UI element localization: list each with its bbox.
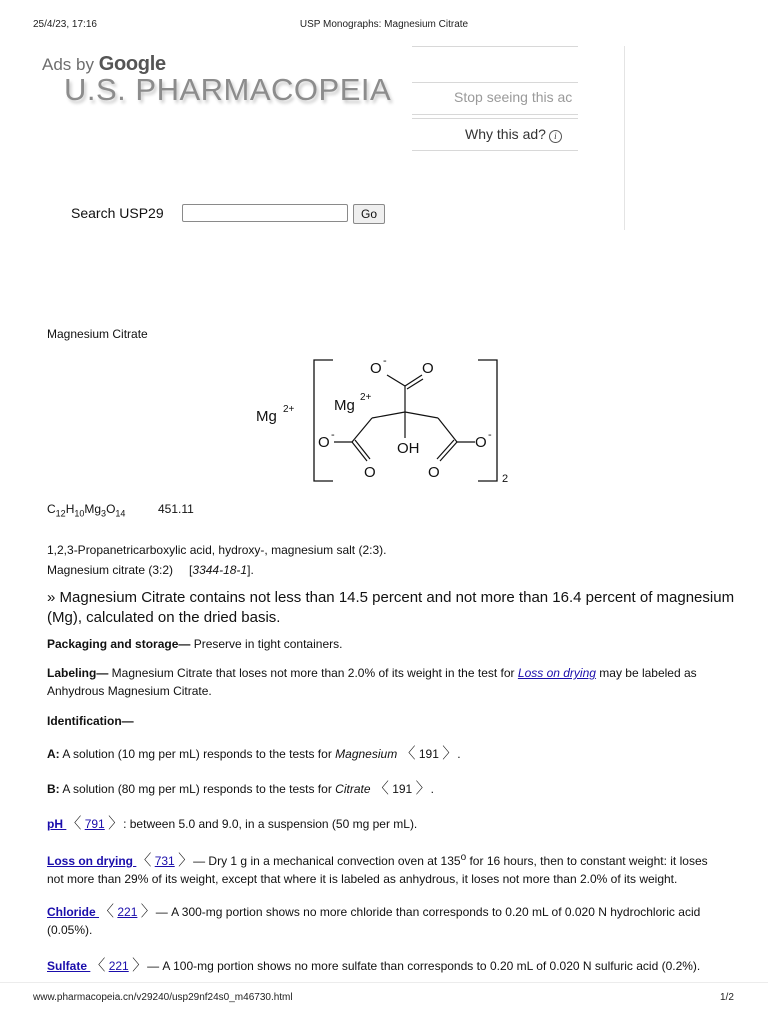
- identification-a: A: A solution (10 mg per mL) responds to the tests for Magnesium 〈 191 〉.: [47, 745, 461, 762]
- mg-inner-label: Mg: [334, 397, 355, 414]
- footer-page-number: 1/2: [720, 992, 734, 1003]
- ad-frame-edge: [624, 46, 625, 230]
- packaging-heading: Packaging and storage—: [47, 637, 191, 651]
- footer-url: www.pharmacopeia.cn/v29240/usp29nf24s0_m46730.html: [33, 992, 293, 1003]
- ph-ref-link[interactable]: 791: [84, 817, 105, 831]
- chloride-section: Chloride 〈 221 〉— A 300-mg portion shows no more chloride than corresponds to 0.20 mL of 0.020 N hydrochloric acid (0.05%).: [47, 903, 701, 937]
- packaging-section: [47, 635, 747, 653]
- print-page-title: USP Monographs: Magnesium Citrate: [299, 19, 469, 30]
- ad-divider: [412, 82, 578, 83]
- o-left-bottom: O: [364, 464, 376, 481]
- synonym-line: Magnesium citrate (3:2) [3344-18-1].: [47, 563, 254, 577]
- labeling-heading: Labeling—: [47, 666, 109, 680]
- ph-link[interactable]: pH: [47, 817, 67, 831]
- o-top: O: [422, 360, 434, 377]
- o-top-anion: O: [370, 360, 382, 377]
- minus-top: -: [383, 355, 387, 367]
- identification-b: B: A solution (80 mg per mL) responds to the tests for Citrate 〈 191 〉.: [47, 780, 434, 797]
- ad-divider: [412, 150, 578, 151]
- print-datetime: 25/4/23, 17:16: [33, 19, 97, 30]
- chloride-ref-link[interactable]: 221: [117, 905, 138, 919]
- ph-section: pH 〈 791 〉: between 5.0 and 9.0, in a suspension (50 mg per mL).: [47, 815, 418, 832]
- ads-by-text: Ads by: [42, 55, 94, 74]
- left-bracket: [314, 360, 333, 481]
- usp-logo[interactable]: U.S. PHARMACOPEIA: [64, 72, 392, 107]
- o-left-anion: O: [318, 434, 330, 451]
- synonym: Magnesium citrate (3:2): [47, 563, 174, 577]
- google-wordmark: Google: [98, 53, 166, 75]
- mg-inner-charge: 2+: [360, 392, 372, 403]
- identification-heading: Identification—: [47, 714, 134, 728]
- chemical-name: 1,2,3-Propanetricarboxylic acid, hydroxy-, magnesium salt (2:3).: [47, 543, 387, 557]
- loss-on-drying-section: Loss on drying 〈 731 〉— Dry 1 g in a mechanical convection oven at 135$^o$ for 16 hours, then to constant weight: it loses not more than 29% of its weight, except that where it is labeled as anhydrous, it loses not more than 2.0% of its weight.: [47, 852, 708, 886]
- labeling-section: Labeling— Magnesium Citrate that loses not more than 2.0% of its weight in the test for Loss on drying may be labeled as Anhydrous Magnesium Citrate.: [47, 666, 697, 698]
- minus-right: -: [488, 429, 492, 441]
- sulfate-link[interactable]: Sulfate: [47, 959, 91, 973]
- right-bracket: [478, 360, 497, 481]
- chloride-link[interactable]: Chloride: [47, 905, 100, 919]
- ad-divider: [412, 46, 578, 47]
- sulfate-section: Sulfate 〈 221 〉— A 100-mg portion shows no more sulfate than corresponds to 0.20 mL of 0.020 N sulfuric acid (0.2%).: [47, 957, 701, 974]
- loss-on-drying-ref-link[interactable]: 731: [154, 854, 175, 868]
- molecular-weight: 451.11: [158, 502, 194, 516]
- stop-seeing-ad-button[interactable]: Stop seeing this ac: [454, 89, 573, 105]
- ad-divider: [412, 118, 578, 119]
- mg-ion-charge: 2+: [283, 404, 295, 415]
- ad-divider: [412, 114, 578, 115]
- monograph-title: Magnesium Citrate: [47, 327, 148, 341]
- structure-diagram: [250, 352, 520, 487]
- info-icon: i: [549, 130, 562, 143]
- minus-left: -: [331, 429, 335, 441]
- why-this-ad-button[interactable]: [465, 126, 562, 143]
- ads-by-google-label[interactable]: [42, 53, 166, 76]
- why-this-ad-label: Why this ad?: [465, 126, 546, 142]
- search-input[interactable]: [182, 204, 348, 222]
- o-right-anion: O: [475, 434, 487, 451]
- go-button[interactable]: Go: [353, 204, 385, 224]
- mg-ion-label: Mg: [256, 408, 277, 425]
- cas-number: 3344-18-1: [192, 563, 248, 577]
- molecular-formula: $C_{12}H_{10}Mg_3O_{14}$: [47, 502, 126, 519]
- oh-label: OH: [397, 440, 420, 457]
- o-right-bottom: O: [428, 464, 440, 481]
- bracket-subscript: 2: [502, 473, 509, 485]
- definition: » Magnesium Citrate contains not less than 14.5 percent and not more than 16.4 percent of magnesium (Mg), calculated on the dried basis.: [47, 589, 735, 626]
- sulfate-ref-link[interactable]: 221: [108, 959, 129, 973]
- loss-on-drying-link[interactable]: Loss on drying: [517, 666, 596, 680]
- page-bottom-rule: [0, 982, 768, 983]
- loss-on-drying-heading-link[interactable]: Loss on drying: [47, 854, 137, 868]
- search-label: Search USP29: [71, 205, 164, 221]
- packaging-text: Preserve in tight containers.: [190, 637, 343, 651]
